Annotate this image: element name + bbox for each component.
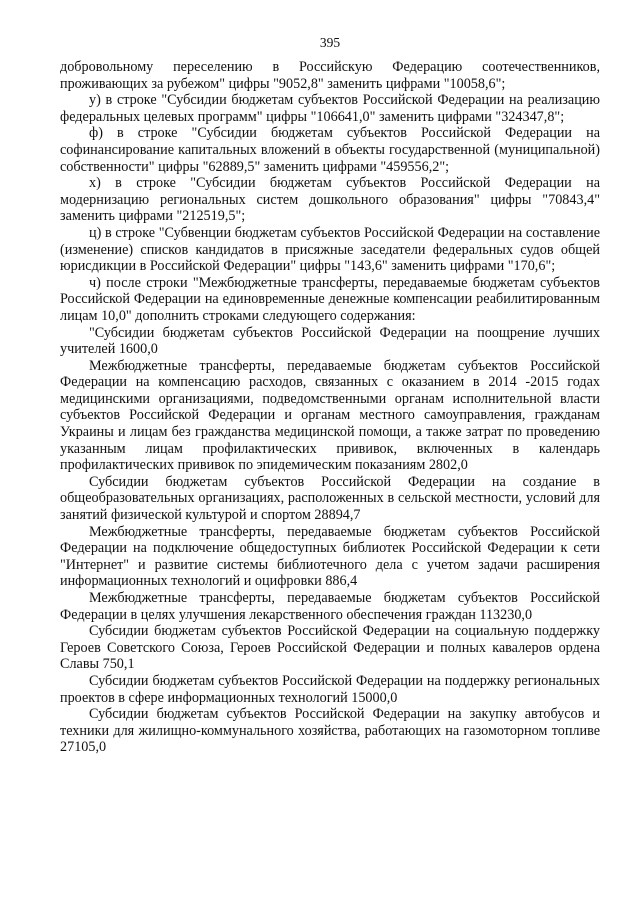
paragraph-item-ts: ц) в строке "Субвенции бюджетам субъектов Российской Федерации на составление (изменение) списков кандидатов в присяжные заседатели федеральных судов общей юрисдикции в Российской Федерации" цифры "143,6" заменить цифрами "170,6"; xyxy=(60,224,600,275)
paragraph-continuation: добровольному переселению в Российскую Федерацию соотечественников, проживающих за рубежом" цифры "9052,8" заменить цифрами "10058,6"; xyxy=(60,59,600,92)
paragraph-item-f: ф) в строке "Субсидии бюджетам субъектов Российской Федерации на софинансирование капитальных вложений в объекты государственной (муниципальной) собственности" цифры "62889,5" заменить цифрами "459556,2"; xyxy=(60,125,600,175)
paragraph-transfer-medicine: Межбюджетные трансферты, передаваемые бюджетам субъектов Российской Федерации в целях улучшения лекарственного обеспечения граждан 113230,0 xyxy=(60,590,600,623)
paragraph-subsidy-sports: Субсидии бюджетам субъектов Российской Федерации на создание в общеобразовательных организациях, расположенных в сельской местности, условий для занятий физической культурой и спортом 28894,7 xyxy=(60,473,600,524)
paragraph-item-kh: х) в строке "Субсидии бюджетам субъектов Российской Федерации на модернизацию региональных систем дошкольного образования" цифры "70843,4" заменить цифрами "212519,5"; xyxy=(60,175,600,225)
paragraph-item-ch: ч) после строки "Межбюджетные трансферты, передаваемые бюджетам субъектов Российской Федерации на единовременные денежные компенсации реабилитированным лицам 10,0" дополнить строками следующего содержания: xyxy=(60,274,600,324)
page-number: 395 xyxy=(319,35,341,50)
paragraph-transfer-medical: Межбюджетные трансферты, передаваемые бюджетам субъектов Российской Федерации на компенсацию расходов, связанных с оказанием в 2014 -2015 годах медицинскими организациями, подведомственными органам исполнительной власти субъектов Российской Федерации и органам местного самоуправления, гражданам Украины и лицам без гражданства медицинской помощи, а также затрат по проведению указанным лицам профилактических прививок, включенных в календарь профилактических прививок по эпидемическим показаниям 2802,0 xyxy=(60,357,600,474)
paragraph-subsidy-teachers: "Субсидии бюджетам субъектов Российской Федерации на поощрение лучших учителей 1600,0 xyxy=(60,324,600,358)
paragraph-item-u: у) в строке "Субсидии бюджетам субъектов Российской Федерации на реализацию федеральных целевых программ" цифры "106641,0" заменить цифрами "324347,8"; xyxy=(60,92,600,125)
paragraph-transfer-libraries: Межбюджетные трансферты, передаваемые бюджетам субъектов Российской Федерации на подключение общедоступных библиотек Российской Федерации к сети "Интернет" и развитие системы библиотечного дела с учетом задачи расширения информационных технологий и оцифровки 886,4 xyxy=(60,523,600,590)
paragraph-subsidy-it-projects: Субсидии бюджетам субъектов Российской Федерации на поддержку региональных проектов в сфере информационных технологий 15000,0 xyxy=(60,672,600,706)
paragraph-subsidy-heroes: Субсидии бюджетам субъектов Российской Федерации на социальную поддержку Героев Советского Союза, Героев Российской Федерации и полных кавалеров ордена Славы 750,1 xyxy=(60,623,600,673)
document-body xyxy=(60,59,600,756)
paragraph-subsidy-buses: Субсидии бюджетам субъектов Российской Федерации на закупку автобусов и техники для жилищно-коммунального хозяйства, работающих на газомоторном топливе 27105,0 xyxy=(60,706,600,756)
